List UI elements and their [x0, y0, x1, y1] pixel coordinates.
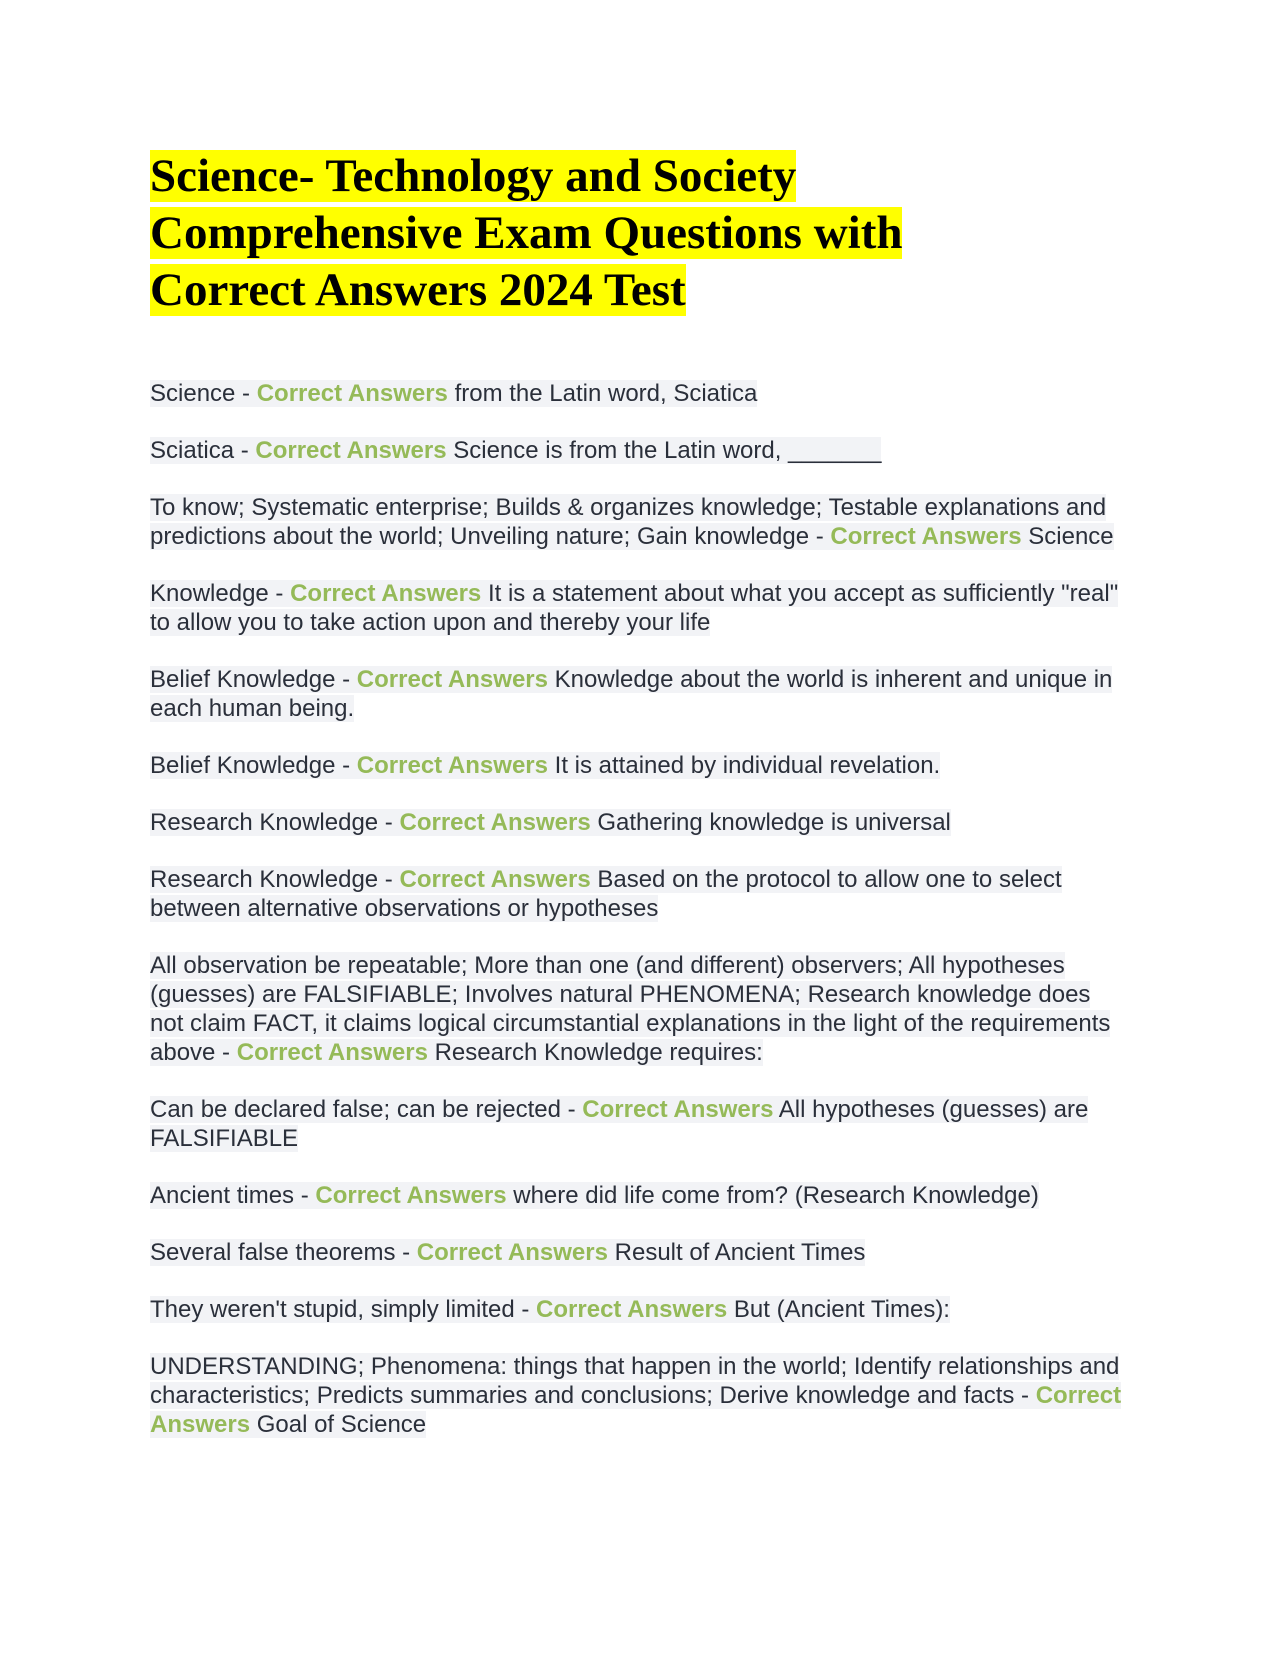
qa-item	[150, 1181, 1130, 1210]
title-line: Science- Technology and Society	[150, 150, 797, 202]
question-text: Science -	[150, 380, 251, 407]
answer-text: Based on the protocol to allow one to select between alternative observations or hypotheses	[150, 866, 1062, 922]
title-line: Correct Answers 2024 Test	[150, 264, 686, 316]
document-page	[150, 148, 1130, 1467]
answer-text: Science	[1028, 523, 1114, 550]
answer-label: Correct Answers	[315, 1182, 507, 1209]
question-text: Several false theorems -	[150, 1239, 411, 1266]
question-text: Research Knowledge -	[150, 809, 393, 836]
question-text: Belief Knowledge -	[150, 752, 351, 779]
qa-item	[150, 665, 1130, 723]
answer-text: Research Knowledge requires:	[434, 1039, 763, 1066]
answer-text: Result of Ancient Times	[614, 1239, 866, 1266]
answer-text: Knowledge about the world is inherent and unique in each human being.	[150, 666, 1113, 722]
question-text: Ancient times -	[150, 1182, 309, 1209]
question-text: To know; Systematic enterprise; Builds & organizes knowledge; Testable explanations and predictions about the world; Unveiling nature; Gain knowledge -	[150, 494, 1107, 550]
answer-text: from the Latin word, Sciatica	[454, 380, 758, 407]
qa-item	[150, 493, 1130, 551]
answer-text: Science is from the Latin word, _______	[453, 437, 882, 464]
answer-text: Goal of Science	[256, 1411, 427, 1438]
answer-label: Correct Answers	[399, 809, 591, 836]
question-text: Knowledge -	[150, 580, 284, 607]
qa-item	[150, 808, 1130, 837]
answer-text: Gathering knowledge is universal	[597, 809, 951, 836]
answer-label: Correct Answers	[399, 866, 591, 893]
answer-label: Correct Answers	[150, 1382, 1122, 1438]
qa-item	[150, 579, 1130, 637]
qa-item	[150, 865, 1130, 923]
answer-label: Correct Answers	[582, 1096, 774, 1123]
question-text: Belief Knowledge -	[150, 666, 351, 693]
answer-label: Correct Answers	[416, 1239, 608, 1266]
qa-item	[150, 1238, 1130, 1267]
answer-label: Correct Answers	[236, 1039, 428, 1066]
qa-item	[150, 951, 1130, 1067]
question-text: UNDERSTANDING; Phenomena: things that happen in the world; Identify relationships and characteristics; Predicts summaries and conclusions; Derive knowledge and facts -	[150, 1353, 1120, 1409]
qa-item	[150, 751, 1130, 780]
answer-text: It is a statement about what you accept as sufficiently "real" to allow you to take action upon and thereby your life	[150, 580, 1119, 636]
answer-label: Correct Answers	[830, 523, 1022, 550]
question-text: They weren't stupid, simply limited -	[150, 1296, 530, 1323]
answer-label: Correct Answers	[356, 752, 548, 779]
qa-item	[150, 379, 1130, 408]
answer-text: where did life come from? (Research Knowledge)	[513, 1182, 1039, 1209]
qa-item	[150, 436, 1130, 465]
answer-text: But (Ancient Times):	[733, 1296, 950, 1323]
answer-label: Correct Answers	[255, 437, 447, 464]
question-text: Sciatica -	[150, 437, 249, 464]
answer-label: Correct Answers	[256, 380, 448, 407]
answer-label: Correct Answers	[356, 666, 548, 693]
question-text: Can be declared false; can be rejected -	[150, 1096, 576, 1123]
document-title	[150, 148, 1130, 319]
qa-list	[150, 379, 1130, 1439]
qa-item	[150, 1295, 1130, 1324]
qa-item	[150, 1095, 1130, 1153]
qa-item	[150, 1352, 1130, 1439]
answer-label: Correct Answers	[536, 1296, 728, 1323]
answer-label: Correct Answers	[290, 580, 482, 607]
title-line: Comprehensive Exam Questions with	[150, 207, 903, 259]
question-text: Research Knowledge -	[150, 866, 393, 893]
question-text: All observation be repeatable; More than one (and different) observers; All hypotheses (guesses) are FALSIFIABLE; Involves natural PHENOMENA; Research knowledge does not claim FACT, it claims logical circumstantial explanations in the light of the requirements above -	[150, 952, 1111, 1066]
answer-text: It is attained by individual revelation.	[554, 752, 941, 779]
answer-text: All hypotheses (guesses) are FALSIFIABLE	[150, 1096, 1089, 1152]
